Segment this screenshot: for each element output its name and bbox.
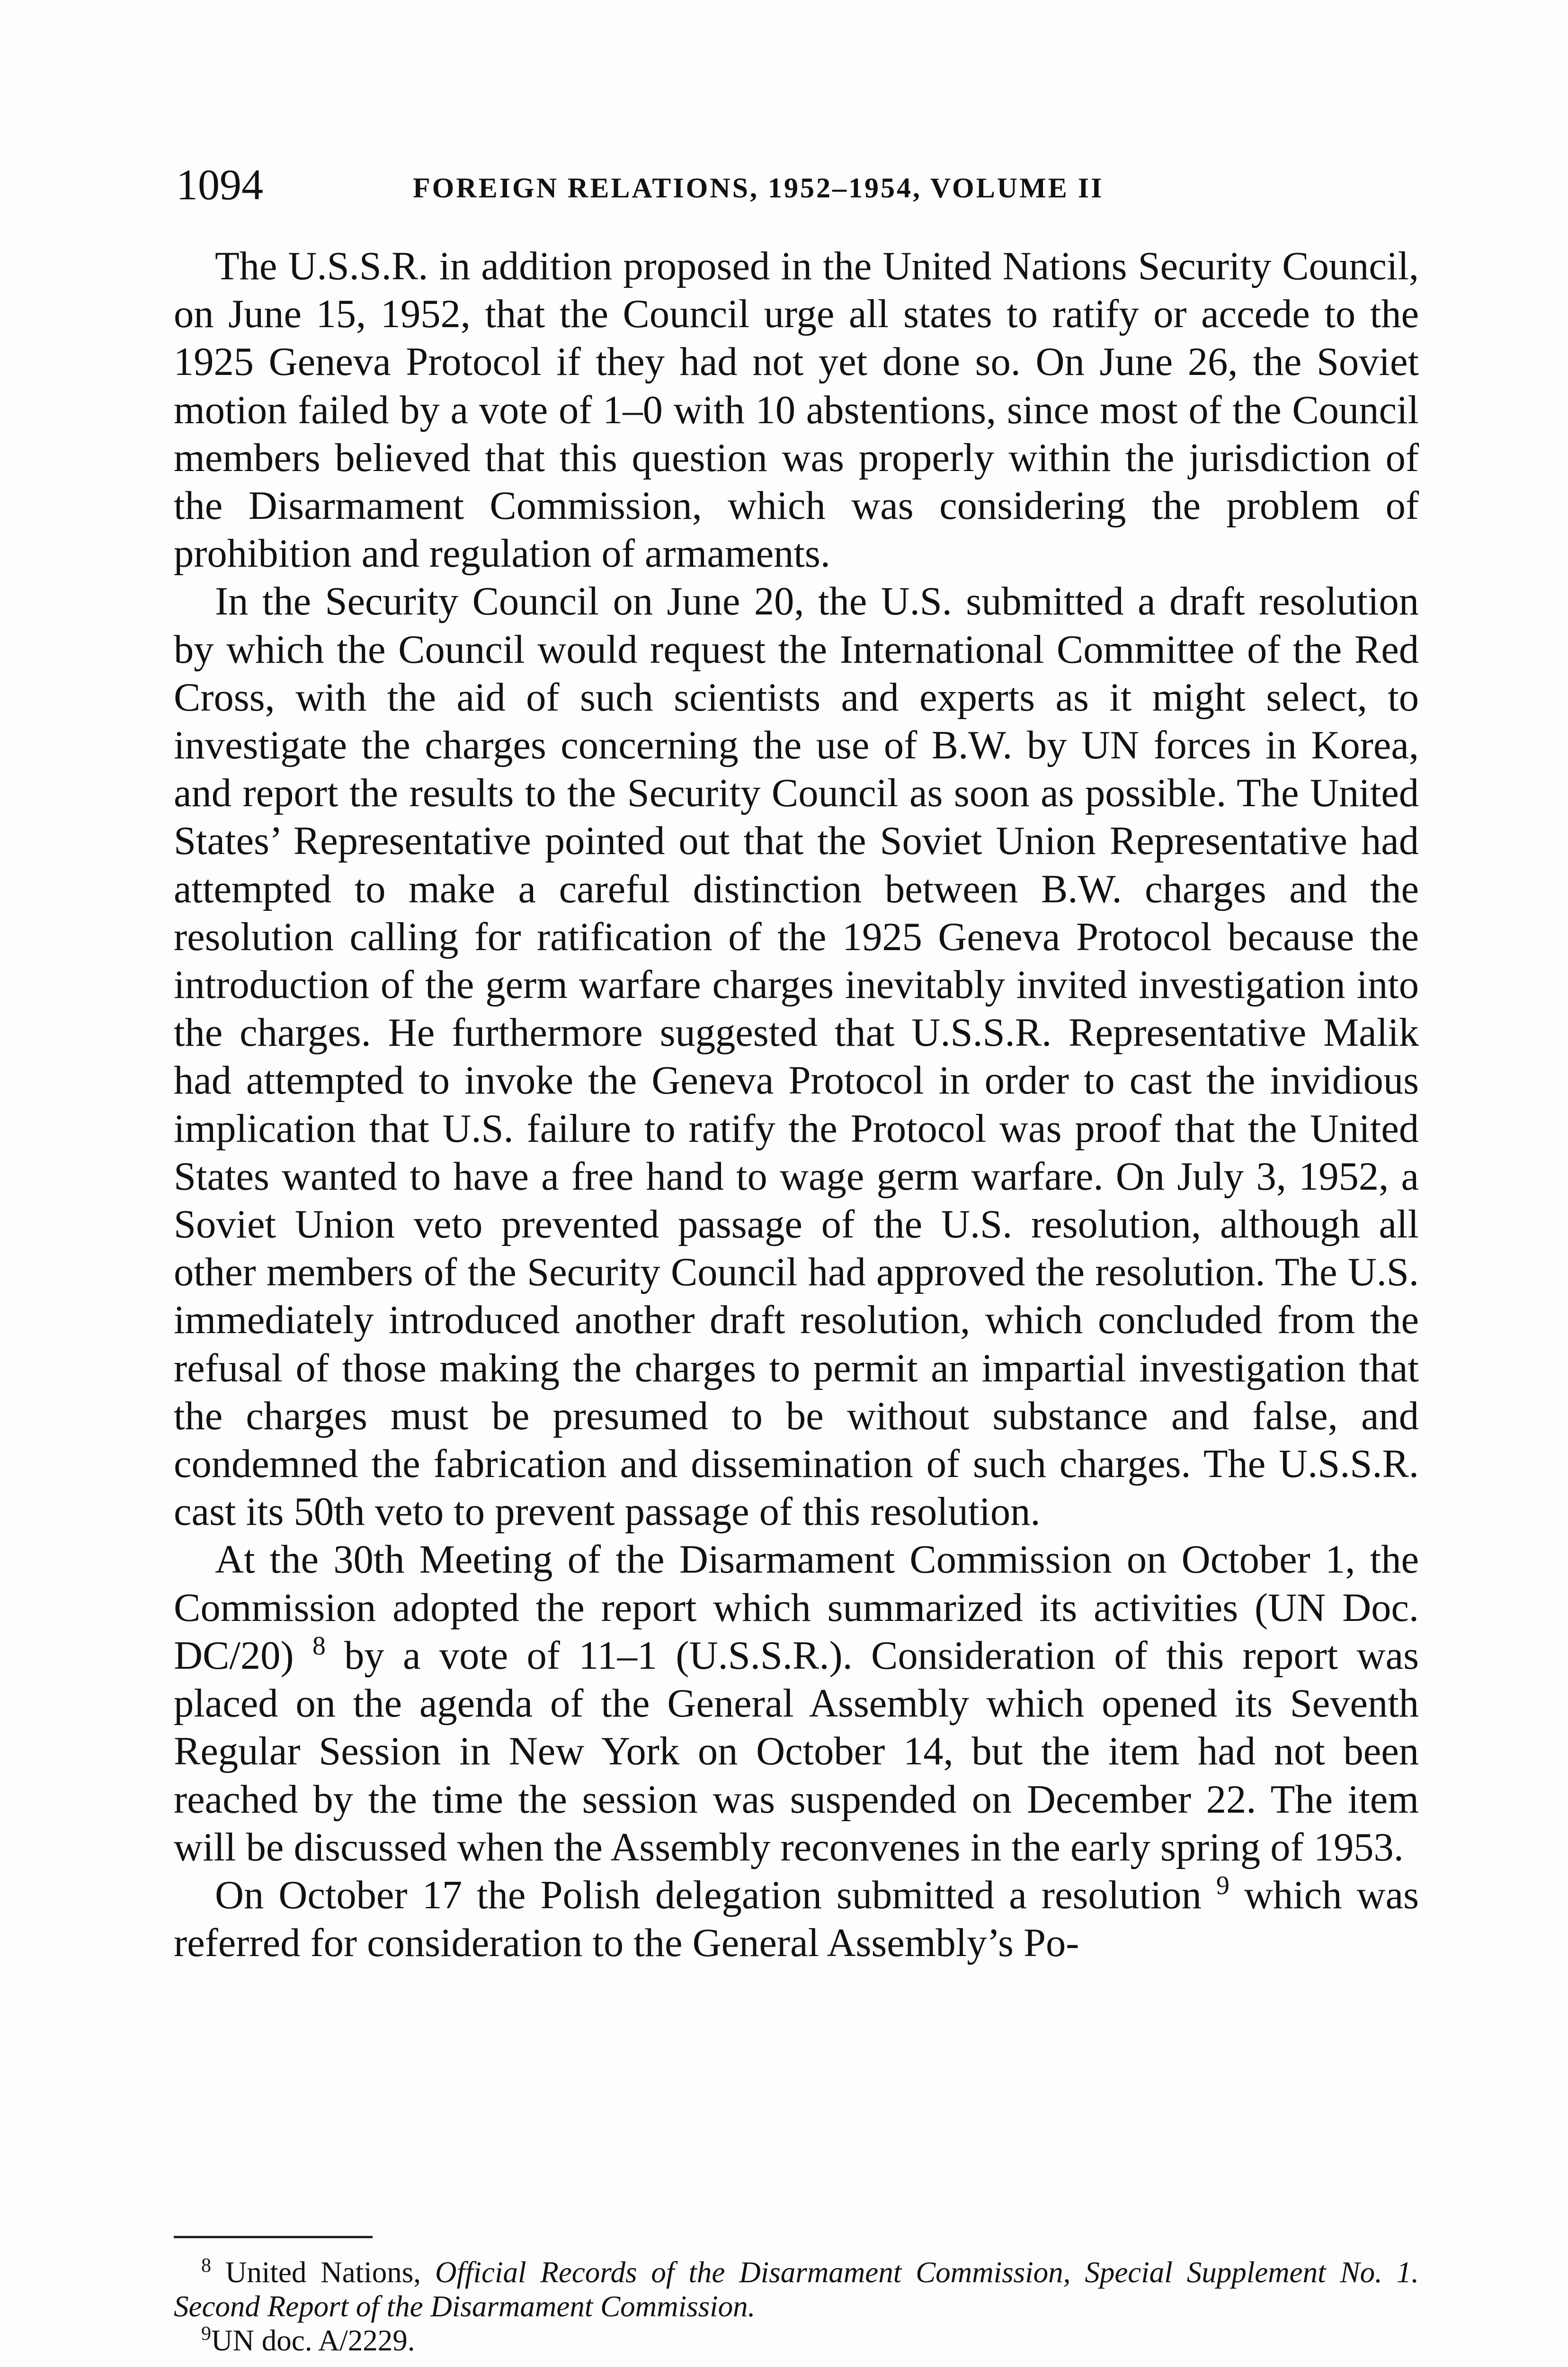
running-title: FOREIGN RELATIONS, 1952–1954, VOLUME II <box>413 172 1104 204</box>
footnote <box>174 2323 1419 2358</box>
paragraph: The U.S.S.R. in addition proposed in the United Nations Security Council, on June 15, 1952, that the Council urge all states to ratify or accede to the 1925 Geneva Protocol if they had not yet done so. On June 26, the Soviet motion failed by a vote of 1–0 with 10 abstentions, since most of the Council members believed that this question was properly within the jurisdiction of the Disarmament Commission, which was considering the problem of prohibition and regulation of armaments. <box>174 244 1419 576</box>
paragraph-text: On October 17 the Polish delegation submitted a resolution <box>215 1873 1202 1917</box>
footnote-reference: 8 <box>312 1631 326 1661</box>
footnotes <box>174 2255 1419 2358</box>
footnote-text: UN doc. A/2229. <box>211 2324 415 2357</box>
footnote-italic-text: Official Records of the Disarmament Commission, Special Supplement No. 1. Second Report of the Disarmament Commission. <box>174 2256 1419 2323</box>
footnote-text: United Nations, <box>211 2256 435 2289</box>
paragraph: In the Security Council on June 20, the U.S. submitted a draft resolution by which the Council would request the International Committee of the Red Cross, with the aid of such scientists and experts as it might select, to investigate the charges concerning the use of B.W. by UN forces in Korea, and report the results to the Security Council as soon as possible. The United States’ Representative pointed out that the Soviet Union Representative had attempted to make a careful distinction between B.W. charges and the resolution calling for ratification of the 1925 Geneva Protocol because the introduction of the germ warfare charges inevitably invited investigation into the charges. He furthermore suggested that U.S.S.R. Representative Malik had attempted to invoke the Geneva Protocol in order to cast the invidious implication that U.S. failure to ratify the Protocol was proof that the United States wanted to have a free hand to wage germ warfare. On July 3, 1952, a Soviet Union veto prevented passage of the U.S. resolution, although all other members of the Security Council had approved the resolution. The U.S. immediately introduced another draft resolution, which concluded from the refusal of those making the charges to permit an impartial investigation that the charges must be presumed to be without substance and false, and condemned the fabrication and dissemination of such charges. The U.S.S.R. cast its 50th veto to prevent passage of this resolution. <box>174 579 1419 1534</box>
footnote-divider <box>174 2236 373 2238</box>
footnote-reference: 9 <box>1216 1870 1229 1900</box>
paragraph <box>174 1871 1419 1967</box>
footnote-mark: 9 <box>201 2323 211 2345</box>
paragraph-text: by a vote of 11–1 (U.S.S.R.). Consideration of this report was placed on the agenda of the General Assembly which opened its Seventh Regular Session in New York on October 14, but the item had not been reached by the time the session was suspended on December 22. The item will be discussed when the Assembly reconvenes in the early spring of 1953. <box>174 1633 1419 1869</box>
footnote-mark: 8 <box>201 2255 211 2277</box>
paragraph-text: At the 30th Meeting of the Disarmament Commission on October 1, the Commission adopted the report which summarized its activities (UN Doc. DC/20) <box>174 1538 1419 1678</box>
footnote <box>174 2255 1419 2323</box>
page-number: 1094 <box>176 160 263 209</box>
running-header <box>176 159 1426 211</box>
body-text <box>174 242 1419 1967</box>
paragraph <box>174 1536 1419 1871</box>
paragraph-text: which was referred for consideration to the General Assembly’s Po- <box>174 1873 1419 1966</box>
